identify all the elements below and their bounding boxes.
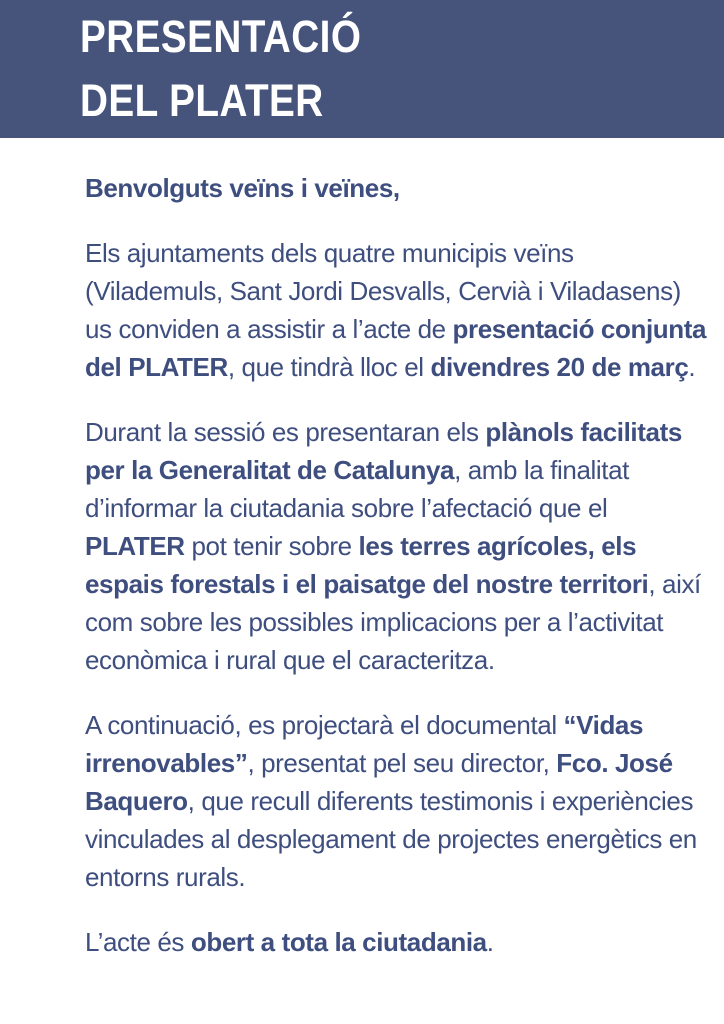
page-title: [80, 5, 724, 133]
emphasis-text: “Vidas: [563, 710, 644, 740]
text-line: [85, 169, 694, 207]
body-text: Els ajuntaments dels quatre municipis veïns: [85, 238, 574, 268]
page-title-line-1: PRESENTACIÓ: [80, 11, 362, 62]
text-line: [85, 782, 694, 820]
emphasis-text: PLATER: [85, 531, 185, 561]
text-line: [85, 348, 694, 386]
emphasis-text: irrenovables”: [85, 748, 248, 778]
body-text: , amb la finalitat: [454, 455, 629, 485]
body-text: , així: [648, 569, 701, 599]
emphasis-text: divendres 20 de març: [430, 352, 689, 382]
body-text: , presentat pel seu director,: [247, 748, 557, 778]
emphasis-text: plànols facilitats: [485, 417, 682, 447]
body-text: , que recull diferents testimonis i experiències: [187, 786, 694, 816]
text-line: [85, 603, 694, 641]
emphasis-text: obert a tota la ciutadania: [190, 927, 487, 957]
text-line: [85, 451, 694, 489]
text-line: [85, 641, 694, 679]
paragraph-session-details: [85, 413, 701, 679]
text-line: [85, 310, 707, 348]
emphasis-text: per la Generalitat de Catalunya: [85, 455, 455, 485]
paragraph-greeting: [85, 169, 694, 207]
body-text: com sobre les possibles implicacions per a l’activitat: [85, 607, 664, 637]
body-text: pot tenir sobre: [184, 531, 359, 561]
body-text: .: [486, 927, 494, 957]
body-text: A continuació, es projectarà el documental: [85, 710, 564, 740]
emphasis-text: les terres agrícoles, els: [358, 531, 637, 561]
emphasis-text: presentació conjunta: [452, 314, 707, 344]
body-text: .: [688, 352, 696, 382]
body-text: vinculades al desplegament de projectes energètics en: [85, 824, 697, 854]
document-body: [0, 138, 724, 961]
paragraph-invitation: [85, 234, 707, 386]
body-text: entorns rurals.: [85, 862, 246, 892]
body-text: (Vilademuls, Sant Jordi Desvalls, Cervià i Viladasens): [85, 276, 681, 306]
emphasis-text: Benvolguts veïns i veïnes,: [85, 173, 400, 203]
text-line: [85, 744, 694, 782]
body-text: Durant la sessió es presentaran els: [85, 417, 486, 447]
page-title-line-2: DEL PLATER: [80, 75, 324, 126]
text-line: [85, 923, 694, 961]
text-line: [85, 413, 694, 451]
body-text: us conviden a assistir a l’acte de: [85, 314, 453, 344]
paragraph-documentary: [85, 706, 697, 896]
emphasis-text: Baquero: [85, 786, 188, 816]
body-text: , que tindrà lloc el: [227, 352, 431, 382]
text-line: [85, 272, 694, 310]
emphasis-text: Fco. José: [556, 748, 673, 778]
text-line: [85, 234, 694, 272]
header-banner: [0, 0, 724, 138]
text-line: [85, 489, 694, 527]
emphasis-text: espais forestals i el paisatge del nostre territori: [85, 569, 649, 599]
body-text: econòmica i rural que el caracteritza.: [85, 645, 495, 675]
text-line: [85, 565, 701, 603]
paragraph-closing: [85, 923, 694, 961]
text-line: [85, 527, 694, 565]
text-line: [85, 820, 697, 858]
emphasis-text: del PLATER: [85, 352, 228, 382]
text-line: [85, 858, 694, 896]
body-text: d’informar la ciutadania sobre l’afectació que el: [85, 493, 608, 523]
text-line: [85, 706, 694, 744]
body-text: L’acte és: [85, 927, 191, 957]
